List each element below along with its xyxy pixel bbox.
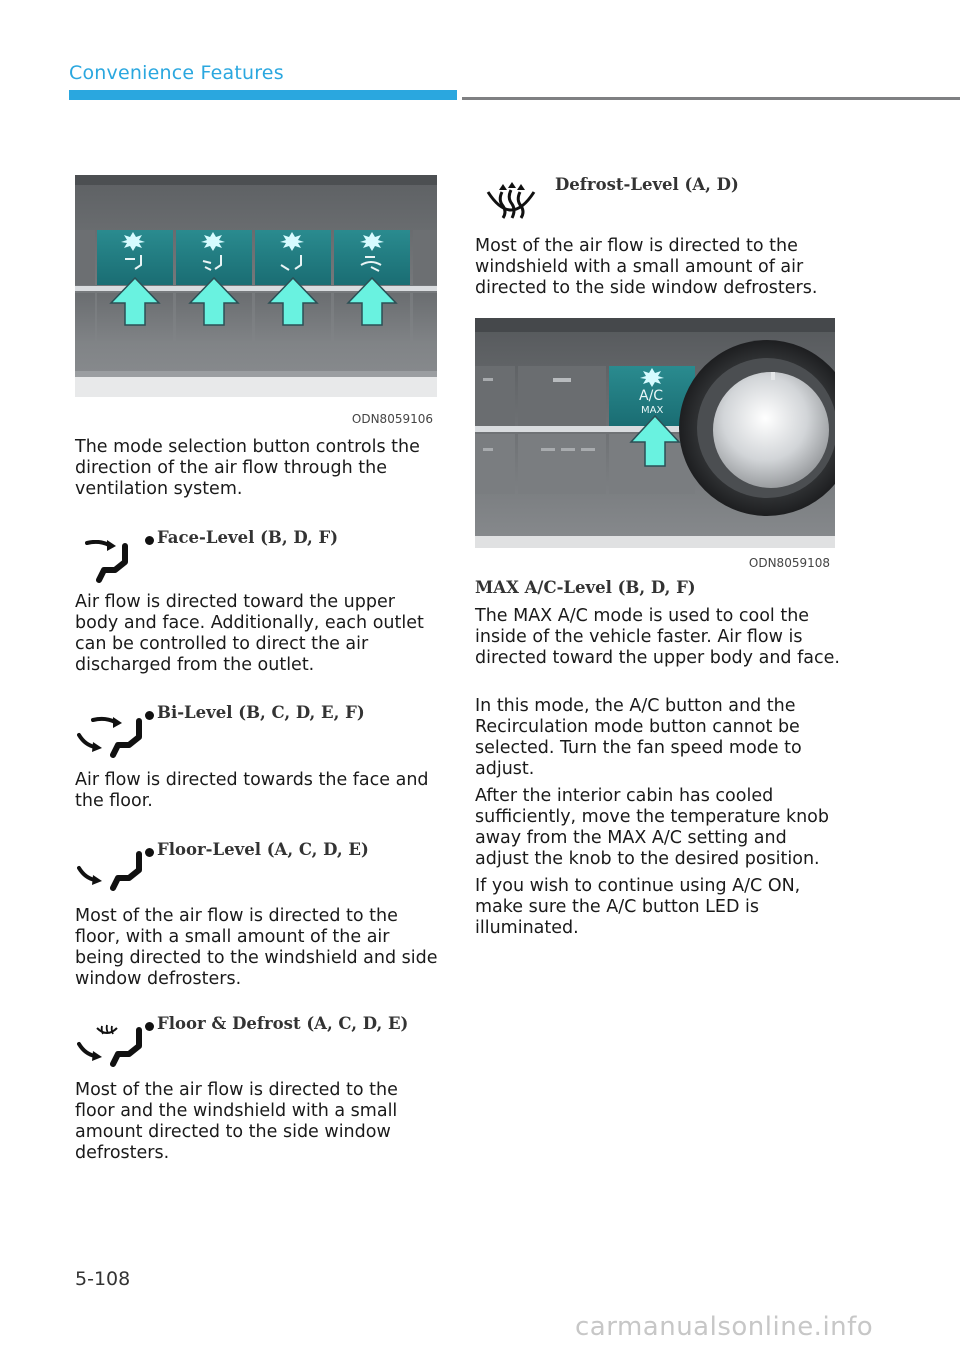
bi-level-title: Bi-Level (B, C, D, E, F) [157, 703, 365, 722]
section-title: Convenience Features [69, 62, 284, 84]
floor-level-text: Most of the air flow is directed to the floor, with a small amount of the air being directed to the windshield and side window defrosters. [75, 906, 438, 989]
ac-max-figure [475, 318, 835, 548]
face-level-title: Face-Level (B, D, F) [157, 528, 339, 547]
defrost-level-text: Most of the air flow is directed to the windshield with a small amount of air directed to the side window defrosters. [475, 236, 818, 298]
bullet-face-level [145, 536, 154, 545]
watermark: carmanualsonline.info [575, 1312, 874, 1342]
max-ac-paragraph-1: The MAX A/C mode is used to cool the inside of the vehicle faster. Air flow is directed toward the upper body and face. [475, 606, 840, 668]
header-rule [462, 97, 960, 100]
floor-level-title: Floor-Level (A, C, D, E) [157, 840, 369, 859]
max-ac-title: MAX A/C-Level (B, D, F) [475, 578, 696, 597]
bullet-floor-defrost [145, 1022, 154, 1031]
figure-code-2: ODN8059108 [748, 556, 830, 570]
defrost-level-title: Defrost-Level (A, D) [555, 175, 739, 194]
floor-defrost-title: Floor & Defrost (A, C, D, E) [157, 1014, 409, 1033]
max-ac-paragraph-4: If you wish to continue using A/C ON, make sure the A/C button LED is illuminated. [475, 876, 801, 938]
face-level-text: Air flow is directed toward the upper body and face. Additionally, each outlet can be controlled to direct the air discharged from the outlet. [75, 592, 424, 675]
bi-level-icon [77, 715, 149, 763]
mode-buttons-figure [75, 175, 437, 397]
floor-defrost-text: Most of the air flow is directed to the floor and the windshield with a small amount directed to the side window defrosters. [75, 1080, 398, 1163]
ac-max-illustration [475, 318, 835, 548]
defrost-level-icon [482, 180, 540, 228]
bullet-floor-level [145, 848, 154, 857]
page-number: 5-108 [75, 1268, 131, 1290]
max-ac-paragraph-2: In this mode, the A/C button and the Recirculation mode button cannot be selected. Turn the fan speed mode to adjust. [475, 696, 802, 779]
intro-paragraph: The mode selection button controls the direction of the air flow through the ventilation system. [75, 437, 420, 499]
max-ac-paragraph-3: After the interior cabin has cooled sufficiently, move the temperature knob away from the MAX A/C setting and adjust the knob to the desired position. [475, 786, 829, 869]
floor-defrost-icon [77, 1022, 149, 1072]
ac-button-label: A/C [639, 388, 664, 404]
floor-level-icon [77, 848, 149, 896]
header-accent-bar [69, 90, 457, 100]
bullet-bi-level [145, 711, 154, 720]
face-level-icon [85, 540, 147, 588]
mode-buttons-illustration [75, 175, 437, 397]
figure-code-1: ODN8059106 [351, 412, 433, 426]
max-button-label: MAX [641, 405, 664, 416]
bi-level-text: Air flow is directed towards the face and the floor. [75, 770, 429, 811]
